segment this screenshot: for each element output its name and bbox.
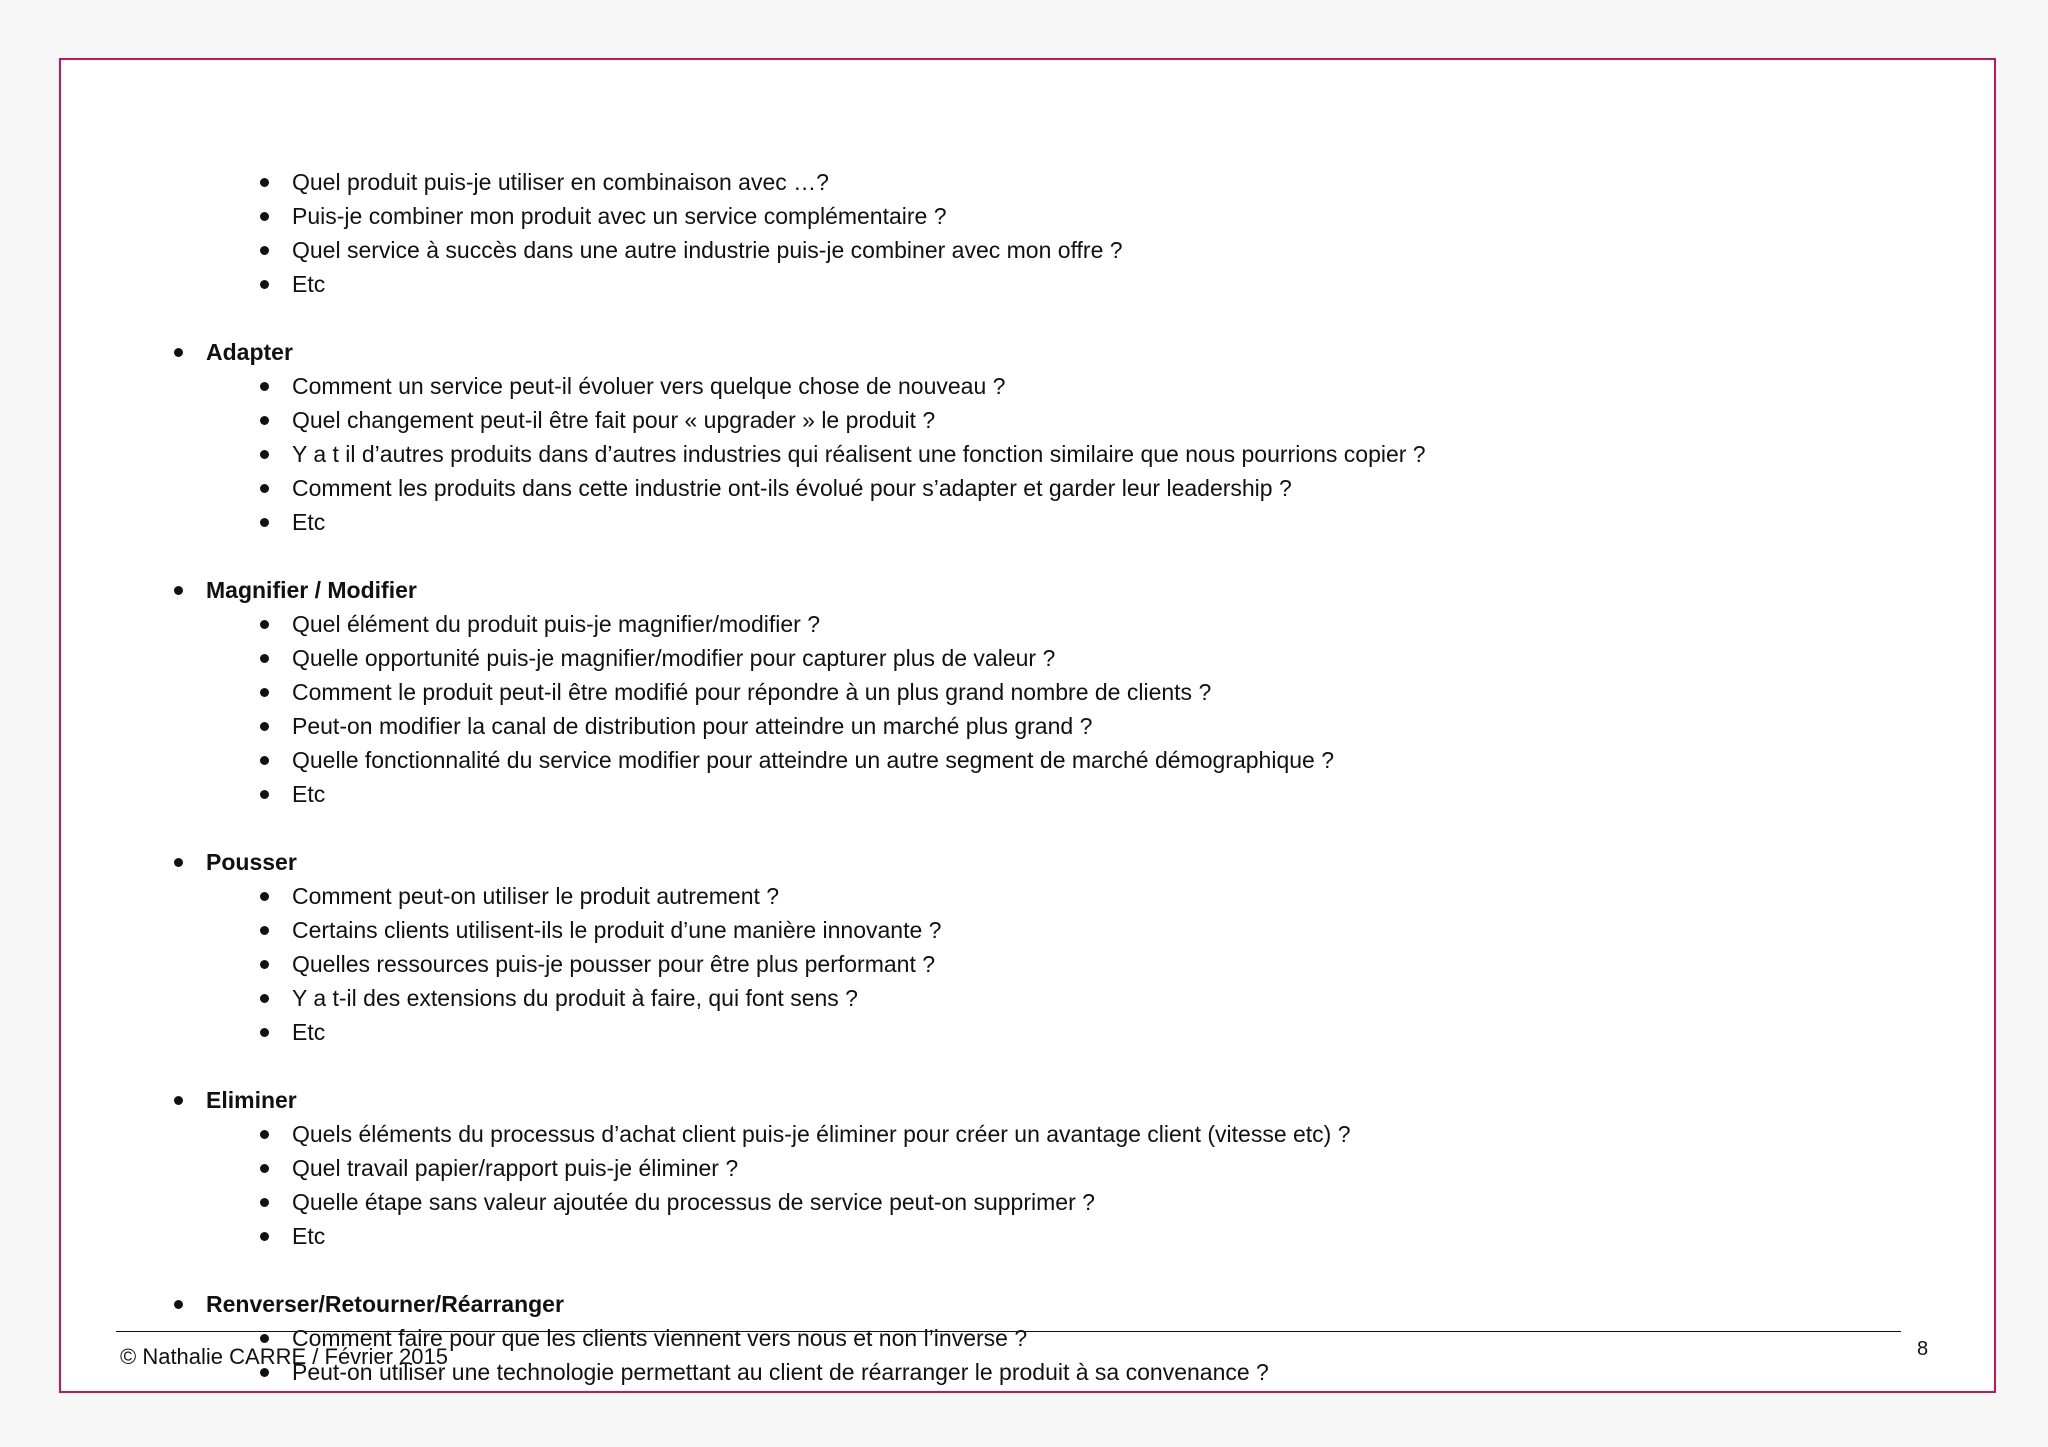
bullet-icon [260,654,269,663]
list-item [61,743,1994,777]
bullet-icon [260,1130,269,1139]
page-number: 8 [1917,1338,1929,1360]
bullet-icon [260,382,269,391]
bullet-icon [260,178,269,187]
bullet-icon [260,450,269,459]
list-item-text: Puis-je combiner mon produit avec un service complémentaire ? [292,203,947,229]
list-item [61,369,1994,403]
section-heading [61,573,1994,607]
bullet-icon [174,1096,183,1105]
section-heading-text: Eliminer [206,1087,297,1113]
bullet-icon [260,756,269,765]
list-item [61,1015,1994,1049]
page-frame [59,58,1996,1393]
bullet-icon [260,722,269,731]
list-item-text: Y a t-il des extensions du produit à faire, qui font sens ? [292,985,858,1011]
list-item [61,947,1994,981]
document-content [61,165,1994,1389]
section-heading-text: Pousser [206,849,297,875]
section-spacer [61,301,1994,335]
bullet-icon [260,688,269,697]
list-item [61,471,1994,505]
section-heading-text: Renverser/Retourner/Réarranger [206,1291,564,1317]
list-item-text: Peut-on utiliser une technologie permettant au client de réarranger le produit à sa convenance ? [292,1359,1269,1385]
list-item-text: Etc [292,781,326,807]
footer-divider [116,1331,1901,1332]
list-item-text: Comment peut-on utiliser le produit autrement ? [292,883,780,909]
bullet-icon [174,1300,183,1309]
list-item-text: Quel changement peut-il être fait pour « upgrader » le produit ? [292,407,936,433]
list-item-text: Etc [292,1019,326,1045]
list-item-text: Certains clients utilisent-ils le produit d’une manière innovante ? [292,917,942,943]
list-item [61,199,1994,233]
bullet-icon [260,960,269,969]
list-item-text: Etc [292,509,326,535]
list-item [61,913,1994,947]
list-item-text: Quel élément du produit puis-je magnifier/modifier ? [292,611,820,637]
list-item-text: Quels éléments du processus d’achat client puis-je éliminer pour créer un avantage client (vitesse etc) ? [292,1121,1351,1147]
bullet-icon [260,1028,269,1037]
list-item [61,267,1994,301]
bullet-icon [260,246,269,255]
section-heading [61,1287,1994,1321]
list-item-text: Y a t il d’autres produits dans d’autres industries qui réalisent une fonction similaire que nous pourrions copier ? [292,441,1426,467]
list-item [61,641,1994,675]
bullet-icon [260,926,269,935]
list-item [61,675,1994,709]
bullet-icon [260,416,269,425]
bullet-icon [260,892,269,901]
bullet-icon [260,620,269,629]
list-item-text: Quel produit puis-je utiliser en combinaison avec …? [292,169,829,195]
bullet-icon [174,586,183,595]
list-item-text: Etc [292,1223,326,1249]
section-heading [61,1083,1994,1117]
section-spacer [61,1253,1994,1287]
list-item [61,777,1994,811]
bullet-icon [260,1198,269,1207]
list-item-text: Quelle étape sans valeur ajoutée du processus de service peut-on supprimer ? [292,1189,1095,1215]
list-item [61,607,1994,641]
list-item [61,505,1994,539]
bullet-icon [260,1164,269,1173]
list-item-text: Etc [292,271,326,297]
list-item-text: Quelle fonctionnalité du service modifier pour atteindre un autre segment de marché démographique ? [292,747,1335,773]
list-item [61,981,1994,1015]
list-item [61,1151,1994,1185]
list-item-text: Peut-on modifier la canal de distribution pour atteindre un marché plus grand ? [292,713,1093,739]
list-item-text: Quel travail papier/rapport puis-je éliminer ? [292,1155,739,1181]
bullet-icon [174,348,183,357]
section-heading-text: Magnifier / Modifier [206,577,417,603]
list-item-text: Quelles ressources puis-je pousser pour être plus performant ? [292,951,936,977]
section-spacer [61,539,1994,573]
list-item-text: Quelle opportunité puis-je magnifier/modifier pour capturer plus de valeur ? [292,645,1056,671]
bullet-icon [260,518,269,527]
section-spacer [61,1049,1994,1083]
bullet-icon [260,790,269,799]
bullet-icon [260,280,269,289]
bullet-icon [260,484,269,493]
bullet-icon [260,212,269,221]
list-item-text: Quel service à succès dans une autre industrie puis-je combiner avec mon offre ? [292,237,1123,263]
list-item [61,437,1994,471]
bullet-icon [174,858,183,867]
list-item [61,165,1994,199]
list-item [61,233,1994,267]
list-item-text: Comment faire pour que les clients viennent vers nous et non l’inverse ? [292,1325,1028,1351]
list-item-text: Comment les produits dans cette industrie ont-ils évolué pour s’adapter et garder leur leadership ? [292,475,1292,501]
section-spacer [61,811,1994,845]
section-heading [61,335,1994,369]
list-item [61,1117,1994,1151]
list-item-text: Comment le produit peut-il être modifié pour répondre à un plus grand nombre de clients ? [292,679,1212,705]
list-item [61,1219,1994,1253]
section-heading-text: Adapter [206,339,293,365]
list-item-text: Comment un service peut-il évoluer vers quelque chose de nouveau ? [292,373,1006,399]
footer-copyright: © Nathalie CARRE / Février 2015 [120,1344,449,1369]
list-item [61,879,1994,913]
section-heading [61,845,1994,879]
list-item [61,1185,1994,1219]
bullet-icon [260,1232,269,1241]
list-item [61,403,1994,437]
bullet-icon [260,994,269,1003]
list-item [61,709,1994,743]
